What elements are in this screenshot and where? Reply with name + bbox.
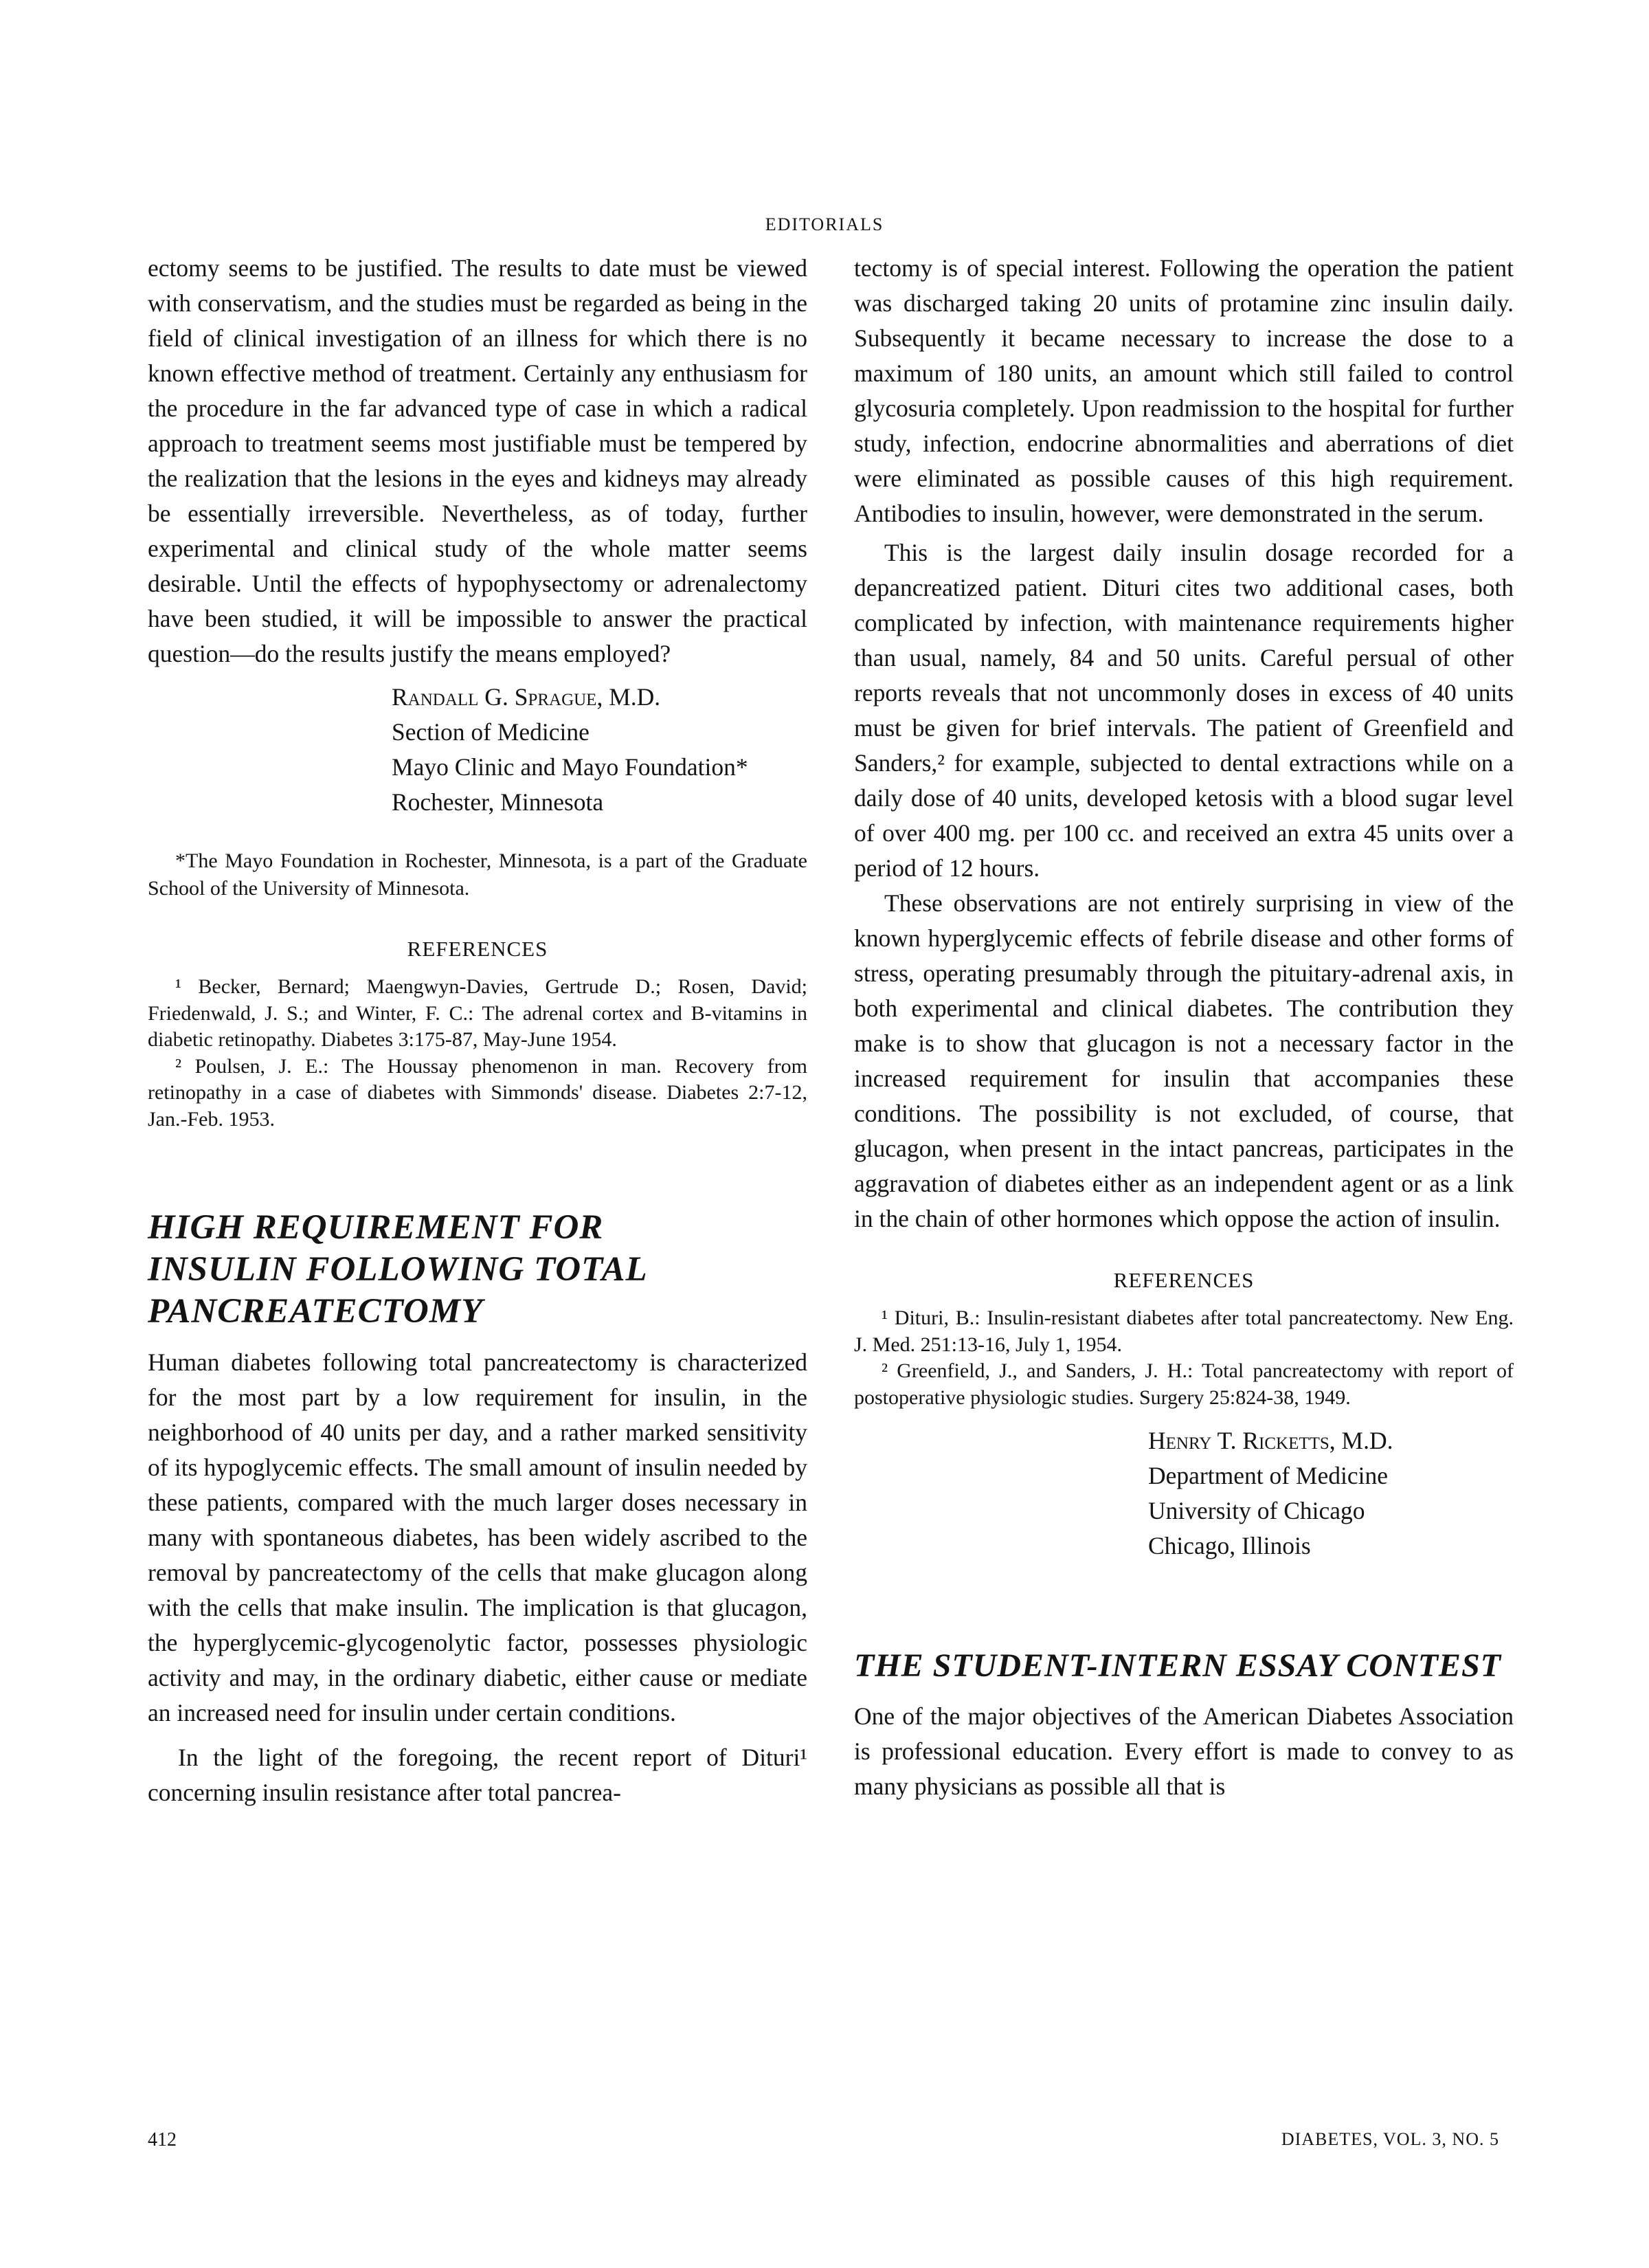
author-name: Henry T. Ricketts, M.D.	[1148, 1427, 1393, 1454]
reference-item: ¹ Becker, Bernard; Maengwyn-Davies, Gertrude D.; Rosen, David; Friedenwald, J. S.; and Winter, F. C.: The adrenal cortex and B-vitamins in diabetic retinopathy. Diabetes 3:175-87, May-June 1954.	[148, 975, 807, 1051]
body-paragraph: Human diabetes following total pancreatectomy is characterized for the most part by a low requirement for insulin, in the neighborhood of 40 units per day, and a rather marked sensitivity of its hypoglycemic effects. The small amount of insulin needed by these patients, compared with the much larger doses necessary in many with spontaneous diabetes, has been widely ascribed to the removal by pancreatectomy of the cells that make glucagon along with the cells that make insulin. The implication is that glucagon, the hyperglycemic-glycogenolytic factor, possesses physiologic activity and may, in the ordinary diabetic, either cause or mediate an increased need for insulin under certain conditions.	[148, 1348, 807, 1726]
author-name: Randall G. Sprague, M.D.	[392, 683, 661, 711]
author-affiliation: Department of Medicine	[1148, 1462, 1388, 1489]
right-column	[854, 251, 1514, 1804]
journal-footer: DIABETES, VOL. 3, NO. 5	[1281, 2129, 1499, 2149]
references-heading: REFERENCES	[1113, 1268, 1255, 1292]
reference-item: ¹ Dituri, B.: Insulin-resistant diabetes after total pancreatectomy. New Eng. J. Med. 251:13-16, July 1, 1954.	[854, 1307, 1514, 1356]
body-paragraph: tectomy is of special interest. Following the operation the patient was discharged taking 20 units of protamine zinc insulin daily. Subsequently it became necessary to increase the dose to a maximum of 180 units, an amount which still failed to control glycosuria completely. Upon readmission to the hospital for further study, infection, endocrine abnormalities and aberrations of diet were eliminated as possible causes of this high requirement. Antibodies to insulin, however, were demonstrated in the serum.	[854, 254, 1514, 527]
body-paragraph: ectomy seems to be justified. The results to date must be viewed with conservatism, and the studies must be regarded as being in the field of clinical investigation of an illness for which there is no known effective method of treatment. Certainly any enthusiasm for the procedure in the far advanced type of case in which a radical approach to treatment seems most justifiable must be tempered by the realization that the lesions in the eyes and kidneys may already be essentially irreversible. Nevertheless, as of today, further experimental and clinical study of the whole matter seems desirable. Until the effects of hypophysectomy or adrenalectomy have been studied, it will be impossible to answer the practical question—do the results justify the means employed?	[148, 254, 807, 667]
section-title: THE STUDENT-INTERN ESSAY CONTEST	[854, 1647, 1501, 1684]
author-affiliation: Section of Medicine	[392, 718, 590, 746]
running-head: EDITORIALS	[765, 214, 884, 234]
author-location: Chicago, Illinois	[1148, 1532, 1311, 1559]
body-paragraph: These observations are not entirely surprising in view of the known hyperglycemic effects of febrile disease and other forms of stress, operating presumably through the pituitary-adrenal axis, in both experimental and clinical diabetes. The contribution they make is to show that glucagon is not a necessary factor in the increased requirement for insulin that accompanies these conditions. The possibility is not excluded, of course, that glucagon, when present in the intact pancreas, participates in the aggravation of diabetes either as an independent agent or as a link in the chain of other hormones which oppose the action of insulin.	[854, 889, 1514, 1232]
body-paragraph: One of the major objectives of the American Diabetes Association is professional education. Every effort is made to convey to as many physicians as possible all that is	[854, 1702, 1514, 1800]
footnote: *The Mayo Foundation in Rochester, Minnesota, is a part of the Graduate School of the University of Minnesota.	[148, 849, 807, 900]
author-location: Rochester, Minnesota	[392, 788, 604, 816]
section-title: HIGH REQUIREMENT FOR INSULIN FOLLOWING TOTAL PANCREATECTOMY	[148, 1208, 647, 1331]
body-paragraph: This is the largest daily insulin dosage recorded for a depancreatized patient. Dituri cites two additional cases, both complicated by infection, with maintenance requirements higher than usual, namely, 84 and 50 units. Careful persual of other reports reveals that not uncommonly doses in excess of 40 units must be given for brief intervals. The patient of Greenfield and Sanders,² for example, subjected to dental extractions while on a daily dose of 40 units, developed ketosis with a blood sugar level of over 400 mg. per 100 cc. and received an extra 45 units over a period of 12 hours.	[854, 539, 1514, 882]
author-signature	[1148, 1423, 1514, 1564]
left-column	[148, 251, 807, 1810]
author-affiliation: University of Chicago	[1148, 1497, 1365, 1524]
author-affiliation: Mayo Clinic and Mayo Foundation*	[392, 753, 748, 781]
references-heading: REFERENCES	[407, 937, 548, 961]
reference-item: ² Poulsen, J. E.: The Houssay phenomenon in man. Recovery from retinopathy in a case of diabetes with Simmonds' disease. Diabetes 2:7-12, Jan.-Feb. 1953.	[148, 1054, 807, 1131]
author-signature	[392, 680, 807, 820]
reference-item: ² Greenfield, J., and Sanders, J. H.: Total pancreatectomy with report of postoperative physiologic studies. Surgery 25:824-38, 1949.	[854, 1359, 1514, 1409]
body-paragraph: In the light of the foregoing, the recent report of Dituri¹ concerning insulin resistance after total pancrea-	[148, 1744, 807, 1806]
page-number: 412	[148, 2129, 177, 2150]
